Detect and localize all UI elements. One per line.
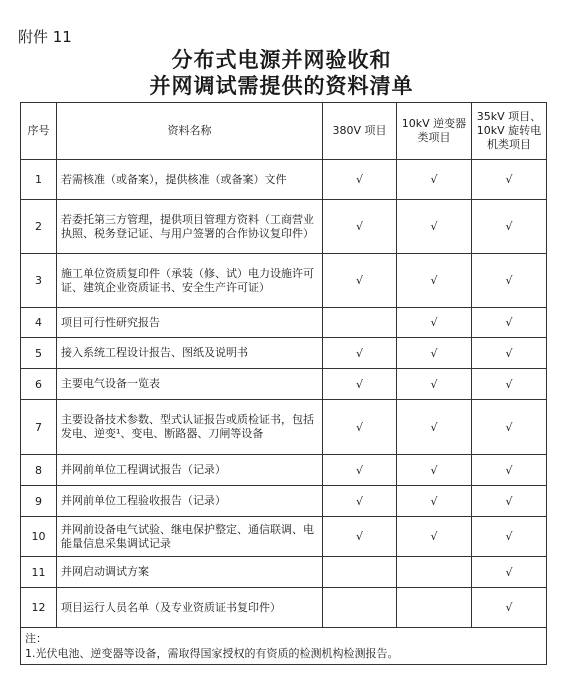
- row-check-380v: √: [323, 400, 397, 455]
- row-check-10kv-inverter: √: [397, 254, 472, 308]
- row-material-name: 若委托第三方管理，提供项目管理方资料（工商营业执照、税务登记证、与用户签署的合作协议复印件）: [57, 200, 323, 254]
- row-check-35kv-rotating: √: [472, 486, 547, 517]
- row-check-35kv-rotating: √: [472, 338, 547, 369]
- row-material-name: 并网启动调试方案: [57, 557, 323, 588]
- table-header-row: [21, 103, 547, 160]
- row-check-35kv-rotating: √: [472, 400, 547, 455]
- materials-table: [20, 102, 547, 665]
- row-check-380v: √: [323, 369, 397, 400]
- row-check-10kv-inverter: √: [397, 200, 472, 254]
- header-10kv-inverter: 10kV 逆变器类项目: [397, 103, 472, 160]
- table-row: [21, 400, 547, 455]
- table-row: [21, 486, 547, 517]
- row-check-35kv-rotating: √: [472, 254, 547, 308]
- note-cell: [21, 628, 547, 665]
- attachment-label: 附件 11: [18, 28, 72, 46]
- row-serial: 7: [21, 400, 57, 455]
- row-material-name: 并网前单位工程验收报告（记录）: [57, 486, 323, 517]
- table-row: [21, 588, 547, 628]
- row-serial: 1: [21, 160, 57, 200]
- row-check-10kv-inverter: √: [397, 517, 472, 557]
- header-material-name: 资料名称: [57, 103, 323, 160]
- row-check-35kv-rotating: √: [472, 588, 547, 628]
- row-material-name: 若需核准（或备案），提供核准（或备案）文件: [57, 160, 323, 200]
- row-check-380v: [323, 308, 397, 338]
- row-serial: 3: [21, 254, 57, 308]
- row-serial: 4: [21, 308, 57, 338]
- row-check-35kv-rotating: √: [472, 369, 547, 400]
- table-row: [21, 455, 547, 486]
- row-serial: 9: [21, 486, 57, 517]
- row-check-35kv-rotating: √: [472, 455, 547, 486]
- row-check-35kv-rotating: √: [472, 308, 547, 338]
- note-row: [21, 628, 547, 665]
- header-380v: 380V 项目: [323, 103, 397, 160]
- row-check-380v: √: [323, 486, 397, 517]
- row-check-10kv-inverter: √: [397, 486, 472, 517]
- header-35kv-rotating: 35kV 项目、10kV 旋转电机类项目: [472, 103, 547, 160]
- table-row: [21, 254, 547, 308]
- row-check-380v: √: [323, 455, 397, 486]
- row-serial: 8: [21, 455, 57, 486]
- row-serial: 2: [21, 200, 57, 254]
- row-check-10kv-inverter: [397, 588, 472, 628]
- row-check-35kv-rotating: √: [472, 160, 547, 200]
- table-row: [21, 557, 547, 588]
- row-check-380v: [323, 588, 397, 628]
- row-check-35kv-rotating: √: [472, 557, 547, 588]
- row-check-10kv-inverter: √: [397, 338, 472, 369]
- row-check-380v: √: [323, 200, 397, 254]
- row-check-10kv-inverter: √: [397, 308, 472, 338]
- table-row: [21, 200, 547, 254]
- row-material-name: 并网前单位工程调试报告（记录）: [57, 455, 323, 486]
- row-material-name: 接入系统工程设计报告、图纸及说明书: [57, 338, 323, 369]
- document-title-line-1: 分布式电源并网验收和: [171, 48, 392, 72]
- document-title-line-2: 并网调试需提供的资料清单: [149, 74, 414, 98]
- row-check-10kv-inverter: √: [397, 369, 472, 400]
- row-check-10kv-inverter: √: [397, 455, 472, 486]
- row-material-name: 项目可行性研究报告: [57, 308, 323, 338]
- table-row: [21, 369, 547, 400]
- row-material-name: 并网前设备电气试验、继电保护整定、通信联调、电能量信息采集调试记录: [57, 517, 323, 557]
- row-check-10kv-inverter: [397, 557, 472, 588]
- row-check-380v: √: [323, 254, 397, 308]
- row-material-name: 主要设备技术参数、型式认证报告或质检证书，包括发电、逆变¹、变电、断路器、刀闸等设备: [57, 400, 323, 455]
- table-row: [21, 308, 547, 338]
- row-check-380v: √: [323, 517, 397, 557]
- row-serial: 12: [21, 588, 57, 628]
- table-row: [21, 338, 547, 369]
- row-check-380v: √: [323, 160, 397, 200]
- row-serial: 5: [21, 338, 57, 369]
- table-row: [21, 517, 547, 557]
- row-check-35kv-rotating: √: [472, 517, 547, 557]
- row-serial: 11: [21, 557, 57, 588]
- header-serial: 序号: [21, 103, 57, 160]
- row-check-380v: [323, 557, 397, 588]
- row-serial: 10: [21, 517, 57, 557]
- table-row: [21, 160, 547, 200]
- row-material-name: 主要电气设备一览表: [57, 369, 323, 400]
- row-material-name: 施工单位资质复印件（承装（修、试）电力设施许可证、建筑企业资质证书、安全生产许可证）: [57, 254, 323, 308]
- row-material-name: 项目运行人员名单（及专业资质证书复印件）: [57, 588, 323, 628]
- row-check-35kv-rotating: √: [472, 200, 547, 254]
- row-check-10kv-inverter: √: [397, 400, 472, 455]
- row-check-380v: √: [323, 338, 397, 369]
- row-check-10kv-inverter: √: [397, 160, 472, 200]
- note-title: 注：: [25, 632, 47, 645]
- note-text: 1.光伏电池、逆变器等设备，需取得国家授权的有资质的检测机构检测报告。: [25, 647, 399, 660]
- row-serial: 6: [21, 369, 57, 400]
